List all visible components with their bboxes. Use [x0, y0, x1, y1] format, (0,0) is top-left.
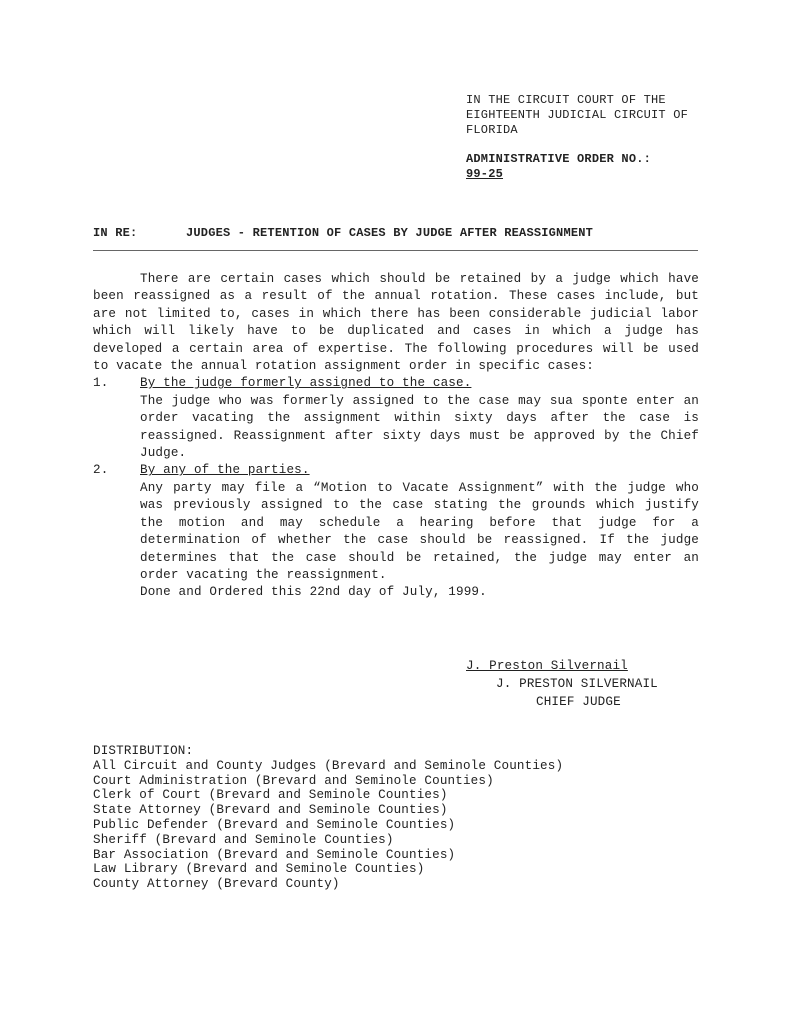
- order-number-block: [466, 152, 651, 182]
- order-body: [93, 271, 699, 602]
- intro-paragraph: There are certain cases which should be retained by a judge which have been reassigned as a result of the annual rotation. These cases include, but are not limited to, cases in which there has been considerable judicial labor which will likely have to be duplicated and cases in which a judge has developed a certain area of expertise. The following procedures will be used to vacate the annual rotation assignment order in specific cases:: [93, 272, 699, 374]
- procedure-item: [93, 375, 699, 462]
- procedure-text: Any party may file a “Motion to Vacate Assignment” with the judge who was previously assigned to the case stating the grounds which justify the motion and may schedule a hearing before that judge for a determination of whether the case should be reassigned. If the judge determines that the case should be retained, the judge may enter an order vacating the reassignment.: [140, 480, 699, 582]
- procedure-heading: By the judge formerly assigned to the case.: [140, 376, 472, 391]
- signer-title: CHIEF JUDGE: [536, 695, 621, 709]
- signature: J. Preston Silvernail: [466, 659, 628, 673]
- distribution-entry: Law Library (Brevard and Seminole Counties): [93, 862, 425, 877]
- procedure-item: [93, 462, 699, 584]
- in-re-label: IN RE:: [93, 226, 138, 240]
- court-caption: [466, 93, 706, 138]
- distribution-entry: County Attorney (Brevard County): [93, 877, 340, 892]
- distribution-list: [93, 744, 693, 892]
- signature-block: [466, 657, 706, 711]
- in-re-subject: JUDGES - RETENTION OF CASES BY JUDGE AFTER REASSIGNMENT: [186, 226, 594, 240]
- order-number: 99-25: [466, 167, 504, 181]
- distribution-entry: Public Defender (Brevard and Seminole Counties): [93, 817, 456, 832]
- distribution-heading: DISTRIBUTION:: [93, 744, 194, 758]
- procedure-heading: By any of the parties.: [140, 463, 310, 478]
- heading-divider: [93, 250, 698, 251]
- distribution-entry: State Attorney (Brevard and Seminole Counties): [93, 803, 448, 818]
- distribution-entry: Court Administration (Brevard and Seminole Counties): [93, 773, 494, 788]
- distribution-entry: Bar Association (Brevard and Seminole Counties): [93, 847, 456, 862]
- procedure-number: 1.: [93, 376, 109, 391]
- distribution-entry: Sheriff (Brevard and Seminole Counties): [93, 832, 394, 847]
- distribution-entry: Clerk of Court (Brevard and Seminole Counties): [93, 788, 448, 803]
- court-caption-line: EIGHTEENTH JUDICIAL CIRCUIT OF: [466, 108, 689, 122]
- procedure-number: 2.: [93, 463, 109, 478]
- order-label: ADMINISTRATIVE ORDER NO.:: [466, 152, 652, 166]
- distribution-entry: All Circuit and County Judges (Brevard and Seminole Counties): [93, 758, 564, 773]
- procedure-text: The judge who was formerly assigned to the case may sua sponte enter an order vacating the assignment within sixty days after the case is reassigned. Reassignment after sixty days must be approved by the Chief Judge.: [140, 393, 699, 461]
- signer-name: J. PRESTON SILVERNAIL: [496, 677, 658, 691]
- court-caption-line: IN THE CIRCUIT COURT OF THE: [466, 93, 666, 107]
- court-caption-line: FLORIDA: [466, 123, 518, 137]
- done-and-ordered: Done and Ordered this 22nd day of July, 1999.: [140, 585, 487, 600]
